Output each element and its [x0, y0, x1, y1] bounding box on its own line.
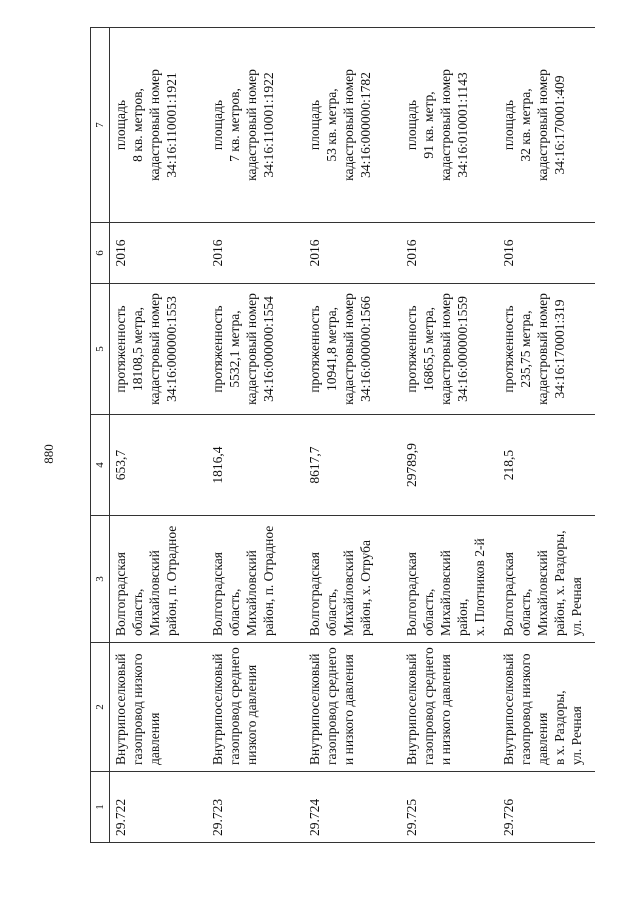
column-number-row [91, 28, 110, 843]
object-name-line: Внутрипоселковый [113, 653, 128, 765]
object-value: 29789,9 [401, 415, 498, 516]
object-name-line: Внутрипоселковый [210, 653, 225, 765]
object-description-line: 18108,5 метра, [130, 307, 145, 391]
object-address-line: область, [518, 588, 533, 636]
object-name-line: газопровод низкого [130, 653, 145, 765]
object-description-line: протяженность [307, 305, 322, 393]
object-name-line: в х. Раздоры, [552, 690, 567, 765]
object-address-line: район, х. Отруба [358, 539, 373, 636]
object-address-line: х. Плотников 2-й [472, 538, 487, 636]
land-plot-info [401, 28, 498, 223]
object-address-line: область, [421, 588, 436, 636]
object-description-line: 34:16:000000:1566 [358, 296, 373, 402]
column-number-6: 6 [91, 223, 110, 284]
object-address-line: Волгоградская [501, 552, 516, 636]
land-plot-info-line: 34:16:000000:1782 [358, 72, 373, 178]
land-plot-info-line: кадастровый номер [535, 69, 550, 181]
object-description-line: 34:16:000000:1553 [164, 296, 179, 402]
column-number-3: 3 [91, 516, 110, 643]
table-row [304, 28, 401, 843]
object-description [401, 284, 498, 415]
object-address [498, 516, 595, 643]
object-value: 218,5 [498, 415, 595, 516]
object-name-line: газопровод среднего [227, 647, 242, 765]
land-plot-info-line: 7 кв. метров, [227, 88, 242, 162]
object-address-line: Михайловский [438, 550, 453, 636]
object-description-line: 10941,8 метра, [324, 307, 339, 391]
land-plot-info-line: 34:16:110001:1922 [261, 72, 276, 178]
object-description [110, 284, 208, 415]
object-description-line: протяженность [113, 305, 128, 393]
land-plot-info [304, 28, 401, 223]
land-plot-info-line: 34:16:170001:409 [552, 75, 567, 175]
object-name-line: давления [147, 712, 162, 765]
object-value: 8617,7 [304, 415, 401, 516]
table-row [110, 28, 208, 843]
page-number: 880 [41, 444, 56, 464]
object-value: 653,7 [110, 415, 208, 516]
object-address [304, 516, 401, 643]
object-address [207, 516, 304, 643]
object-description [304, 284, 401, 415]
land-plot-info-line: кадастровый номер [147, 69, 162, 181]
object-address-line: ул. Речная [569, 577, 584, 636]
object-address-line: район, [455, 598, 470, 636]
record-number: 29.725 [401, 772, 498, 843]
object-description-line: кадастровый номер [438, 293, 453, 405]
land-plot-info-line: площадь [307, 99, 322, 151]
object-address-line: Михайловский [535, 550, 550, 636]
record-number: 29.724 [304, 772, 401, 843]
land-plot-info-line: 91 кв. метр, [421, 91, 436, 159]
land-plot-info-line: 53 кв. метра, [324, 88, 339, 162]
object-year: 2016 [304, 223, 401, 284]
land-plot-info-line: 8 кв. метров, [130, 88, 145, 162]
object-address [110, 516, 208, 643]
object-name-line: Внутрипоселковый [307, 653, 322, 765]
object-address-line: область, [227, 588, 242, 636]
land-plot-info-line: площадь [404, 99, 419, 151]
land-plot-info-line: 34:16:010001:1143 [455, 72, 470, 178]
object-description-line: кадастровый номер [341, 293, 356, 405]
object-year: 2016 [110, 223, 208, 284]
object-year: 2016 [207, 223, 304, 284]
object-address-line: район, п. Отрадное [261, 525, 276, 636]
object-address-line: район, х. Раздоры, [552, 530, 567, 636]
object-name [207, 643, 304, 772]
object-description-line: протяженность [501, 305, 516, 393]
object-description-line: протяженность [210, 305, 225, 393]
object-address-line: район, п. Отрадное [164, 525, 179, 636]
object-address-line: Михайловский [341, 550, 356, 636]
land-plot-info-line: площадь [113, 99, 128, 151]
object-name-line: ул. Речная [569, 706, 584, 765]
object-address-line: Михайловский [147, 550, 162, 636]
table-row [207, 28, 304, 843]
object-description [498, 284, 595, 415]
object-description-line: 34:16:170001:319 [552, 299, 567, 399]
object-name-line: и низкого давления [438, 654, 453, 765]
object-description-line: 34:16:000000:1559 [455, 296, 470, 402]
land-plot-info [498, 28, 595, 223]
object-description-line: протяженность [404, 305, 419, 393]
object-name-line: Внутрипоселковый [404, 653, 419, 765]
land-plot-info-line: кадастровый номер [438, 69, 453, 181]
land-plot-info [110, 28, 208, 223]
object-address [401, 516, 498, 643]
object-name-line: Внутрипоселковый [501, 653, 516, 765]
object-value: 1816,4 [207, 415, 304, 516]
column-number-4: 4 [91, 415, 110, 516]
object-description-line: 16865,5 метра, [421, 307, 436, 391]
land-plot-info-line: площадь [210, 99, 225, 151]
column-number-2: 2 [91, 643, 110, 772]
record-number: 29.722 [110, 772, 208, 843]
land-plot-info [207, 28, 304, 223]
object-address-line: Волгоградская [113, 552, 128, 636]
object-year: 2016 [401, 223, 498, 284]
column-number-7: 7 [91, 28, 110, 223]
land-plot-info-line: кадастровый номер [341, 69, 356, 181]
object-name [498, 643, 595, 772]
land-plot-info-line: площадь [501, 99, 516, 151]
object-description [207, 284, 304, 415]
object-address-line: Волгоградская [307, 552, 322, 636]
table-row [498, 28, 595, 843]
object-description-line: 34:16:000000:1554 [261, 296, 276, 402]
object-name-line: и низкого давления [341, 654, 356, 765]
object-description-line: 5532,1 метра, [227, 310, 242, 388]
land-plot-info-line: 32 кв. метра, [518, 88, 533, 162]
object-description-line: кадастровый номер [244, 293, 259, 405]
object-name [401, 643, 498, 772]
property-table [90, 35, 610, 843]
table-row [401, 28, 498, 843]
record-number: 29.726 [498, 772, 595, 843]
object-description-line: кадастровый номер [535, 293, 550, 405]
object-name-line: газопровод среднего [324, 647, 339, 765]
land-plot-info-line: кадастровый номер [244, 69, 259, 181]
object-description-line: 235,75 метра, [518, 310, 533, 388]
object-name-line: газопровод низкого [518, 653, 533, 765]
column-number-1: 1 [91, 772, 110, 843]
column-number-5: 5 [91, 284, 110, 415]
object-address-line: область, [324, 588, 339, 636]
object-name-line: давления [535, 712, 550, 765]
object-address-line: Волгоградская [210, 552, 225, 636]
land-plot-info-line: 34:16:110001:1921 [164, 72, 179, 178]
object-name-line: газопровод среднего [421, 647, 436, 765]
object-name [304, 643, 401, 772]
object-address-line: Волгоградская [404, 552, 419, 636]
object-name [110, 643, 208, 772]
object-address-line: область, [130, 588, 145, 636]
object-name-line: низкого давления [244, 664, 259, 765]
object-address-line: Михайловский [244, 550, 259, 636]
record-number: 29.723 [207, 772, 304, 843]
object-year: 2016 [498, 223, 595, 284]
object-description-line: кадастровый номер [147, 293, 162, 405]
